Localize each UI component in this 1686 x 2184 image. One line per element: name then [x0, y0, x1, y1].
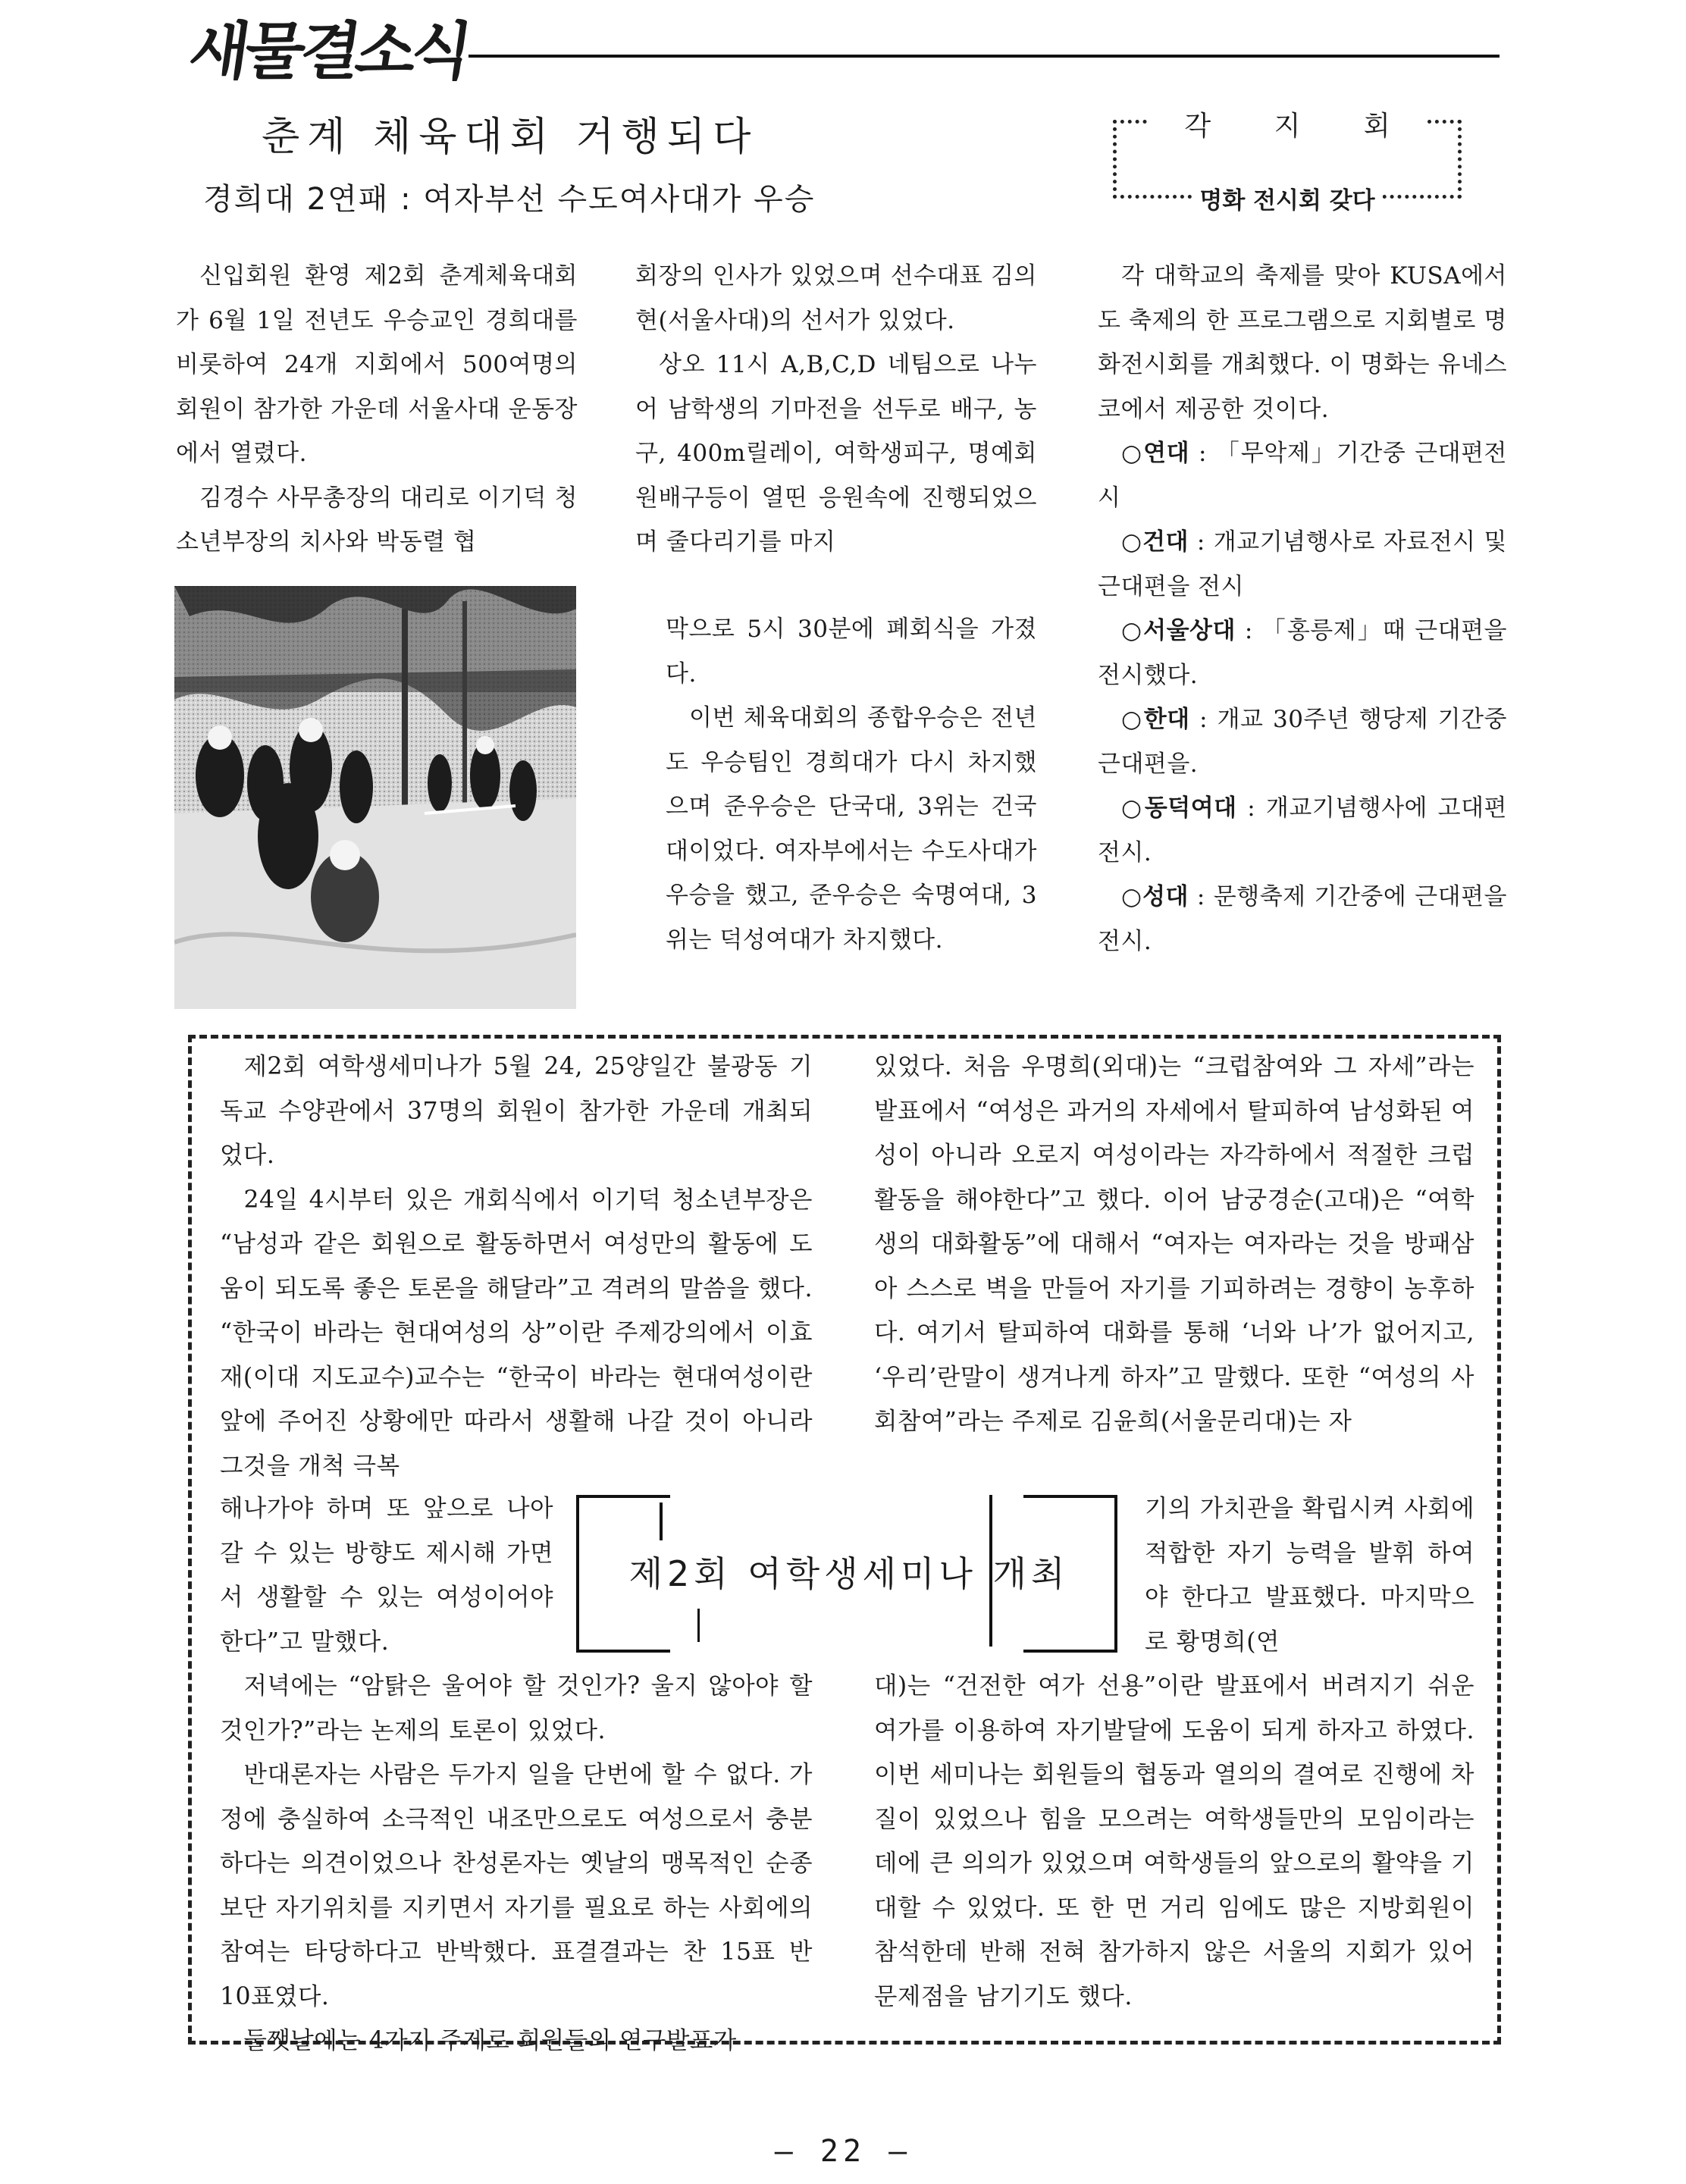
seminar-left-narrow: [220, 1487, 553, 1664]
paragraph: 해나가야 하며 또 앞으로 나아 갈 수 있는 방향도 제시해 가면서 생활할 수 있는 여성이어야한다”고 말했다.: [220, 1495, 553, 1656]
sidebar-heading-box: [1113, 111, 1462, 215]
seminar-right-column: [874, 1045, 1474, 1444]
sports-day-photo-image: [174, 586, 576, 1009]
sidebar-subtitle: 명화 전시회 갖다: [1113, 181, 1462, 215]
seminar-left-lower: [220, 1664, 813, 2063]
paragraph: 기의 가치관을 확립시켜 사회에 적합한 자기 능력을 발휘 하여야 한다고 발표했다. 마지막으로 황명희(연: [1145, 1495, 1474, 1656]
sports-day-photo: [174, 586, 576, 1009]
paragraph: 회장의 인사가 있었으며 선수대표 김의현(서울사대)의 선서가 있었다.: [635, 262, 1037, 334]
paragraph: 24일 4시부터 있은 개회식에서 이기덕 청소년부장은 “남성과 같은 회원으로 활동하면서 여성만의 활동에 도움이 되도록 좋은 토론을 해달라”고 격려의 말씀을 했다. “한국이 바라는 현대여성의 상”이란 주제강의에서 이효재(이대 지도교수)교수는 “한국이 바라는 현대여성이란 앞에 주어진 상황에만 따라서 생활해 나갈 것이 아니라 그것을 개척 극복: [220, 1186, 813, 1480]
bracket-tick: [697, 1609, 700, 1642]
sidebar-item-seoul-commerce: ○서울상대 : 「홍릉제」때 근대편을 전시했다.: [1098, 617, 1507, 689]
paragraph: 이번 체육대회의 종합우승은 전년도 우승팀인 경희대가 다시 차지했으며 준우승은 단국대, 3위는 건국대이었다. 여자부에서는 수도사대가 우승을 했고, 준우승은 숙명여대, 3위는 덕성여대가 차지했다.: [666, 704, 1037, 954]
seminar-title: 제2회 여학생세미나 개최: [628, 1553, 1070, 1594]
article-subheadline: 경희대 2연패 : 여자부선 수도여사대가 우승: [203, 182, 816, 217]
paragraph: 김경수 사무총장의 대리로 이기덕 청소년부장의 치사와 박동렬 협: [176, 484, 578, 556]
paragraph: 제2회 여학생세미나가 5월 24, 25양일간 불광동 기독교 수양관에서 37명의 회원이 참가한 가운데 개최되었다.: [220, 1053, 813, 1169]
article-column-2-lower: [666, 607, 1037, 962]
paragraph: 둘쨋날에는 4가지 주제로 회원들의 연구발표가: [243, 2027, 737, 2054]
sidebar-intro: 각 대학교의 축제를 맞아 KUSA에서도 축제의 한 프로그램으로 지회별로 명화전시회를 개최했다. 이 명화는 유네스코에서 제공한 것이다.: [1098, 262, 1507, 423]
seminar-title-graphic: [569, 1487, 1130, 1659]
sidebar-column: [1098, 254, 1507, 964]
paragraph: 상오 11시 A,B,C,D 네팀으로 나누어 남학생의 기마전을 선두로 배구, 농구, 400m릴레이, 여학생피구, 명예회원배구등이 열띤 응원속에 진행되었으며 줄다리기를 마지: [635, 351, 1037, 556]
sidebar-item-yonsei: ○연대 : 「무악제」기간중 근대편전시: [1098, 440, 1507, 512]
seminar-right-narrow: [1145, 1487, 1474, 1664]
paragraph: 저녁에는 “암탉은 울어야 할 것인가? 울지 않아야 할 것인가?”라는 논제의 토론이 있었다.: [220, 1672, 813, 1744]
article-column-2: [635, 254, 1037, 565]
sidebar-item-dongduk: ○동덕여대 : 개교기념행사에 고대편 전시.: [1098, 794, 1507, 866]
paragraph: 신입회원 환영 제2회 춘계체육대회가 6월 1일 전년도 우승교인 경희대를 비롯하여 24개 지회에서 500여명의 회원이 참가한 가운데 서울사대 운동장에서 열렸다.: [176, 262, 578, 467]
seminar-right-lower: [874, 1664, 1474, 2019]
paragraph: 막으로 5시 30분에 폐회식을 가졌다.: [666, 616, 1037, 688]
article-headline: 춘계 체육대회 거행되다: [262, 114, 759, 160]
sidebar-title: 각 지 회: [1113, 105, 1462, 143]
sidebar-item-hanyang: ○한대 : 개교 30주년 행당제 기간중 근대편을.: [1098, 706, 1507, 778]
sidebar-item-konkuk: ○건대 : 개교기념행사로 자료전시 및 근대편을 전시: [1098, 528, 1507, 600]
sidebar-item-sungkyunkwan: ○성대 : 문행축제 기간중에 근대편을 전시.: [1098, 883, 1507, 955]
page-number: — 22 —: [774, 2134, 912, 2169]
paragraph: 반대론자는 사람은 두가지 일을 단번에 할 수 없다. 가정에 충실하여 소극적인 내조만으로도 여성으로서 충분하다는 의견이었으나 찬성론자는 옛날의 맹목적인 순종보단 자기위치를 지키면서 자기를 필요로 하는 사회에의 참여는 타당하다고 반박했다. 표결결과는 찬 15표 반 10표였다.: [220, 1761, 813, 2010]
bracket-tick: [660, 1502, 663, 1540]
seminar-left-column: [220, 1045, 813, 1488]
masthead-logo: 새물결소식: [184, 16, 472, 88]
masthead-rule: [469, 55, 1500, 58]
paragraph: 있었다. 처음 우명희(외대)는 “크럽참여와 그 자세”라는 발표에서 “여성은 과거의 자세에서 탈피하여 남성화된 여성이 아니라 오로지 여성이라는 자각하에서 적절한 크럽활동을 해야한다”고 했다. 이어 남궁경순(고대)은 “여학생의 대화활동”에 대해서 “여자는 여자라는 것을 방패삼아 스스로 벽을 만들어 자기를 기피하려는 경향이 농후하다. 여기서 탈피하여 대화를 통해 ‘너와 나’가 없어지고, ‘우리’란말이 생겨나게 하자”고 말했다. 또한 “여성의 사회참여”라는 주제로 김윤희(서울문리대)는 자: [874, 1053, 1474, 1435]
article-column-1: [176, 254, 578, 565]
paragraph: 대)는 “건전한 여가 선용”이란 발표에서 버려지기 쉬운 여가를 이용하여 자기발달에 도움이 되게 하자고 하였다. 이번 세미나는 회원들의 협동과 열의의 결여로 진행에 차질이 있었으나 힘을 모으려는 여학생들만의 모임이라는데에 큰 의의가 있었으며 여학생들의 앞으로의 활약을 기대할 수 있었다. 또 한 먼 거리 임에도 많은 지방회원이 참석한데 반해 전혀 참가하지 않은 서울의 지회가 있어 문제점을 남기기도 했다.: [874, 1672, 1474, 2010]
